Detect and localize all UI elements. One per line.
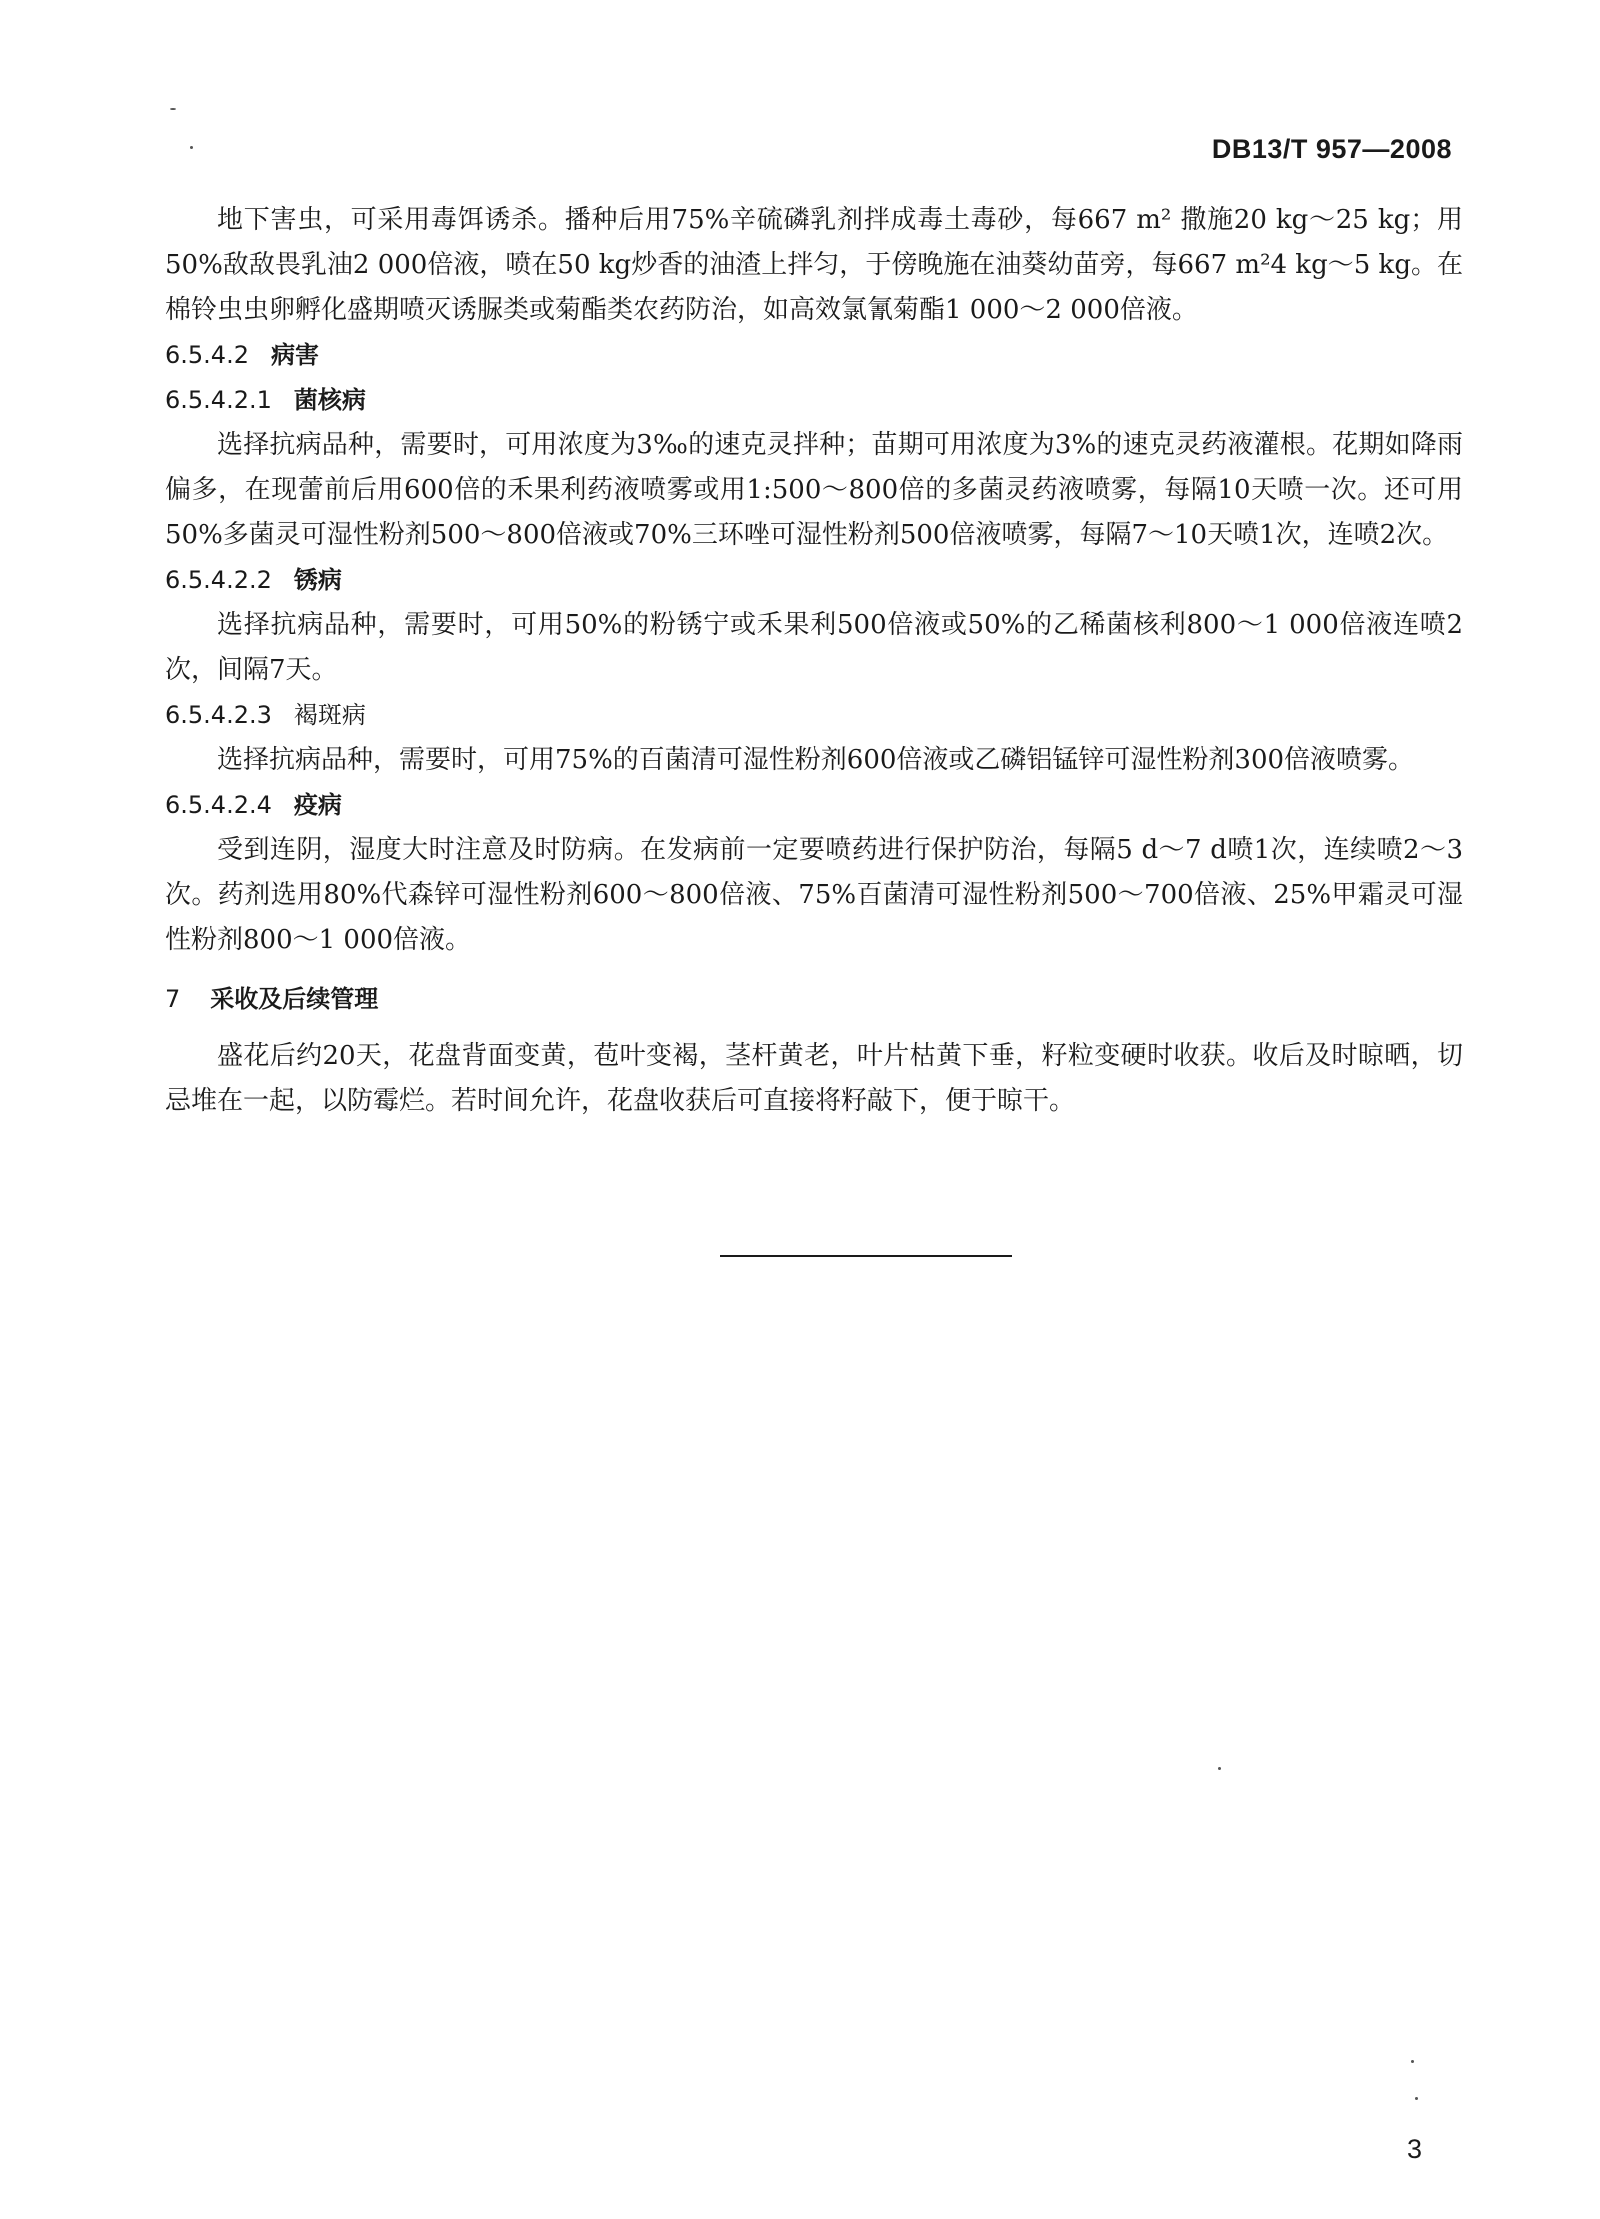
heading-number: 6.5.4.2.2 xyxy=(165,566,272,594)
heading-title: 菌核病 xyxy=(293,386,366,414)
standard-code: DB13/T 957—2008 xyxy=(1211,134,1452,164)
paragraph-harvest: 盛花后约20天，花盘背面变黄，苞叶变褐，茎杆黄老，叶片枯黄下垂，籽粒变硬时收获。收后及时晾晒，切忌堆在一起，以防霉烂。若时间允许，花盘收获后可直接将籽敲下，便于晾干。 xyxy=(165,1041,1463,1116)
heading-7 xyxy=(165,977,1463,1022)
heading-title: 病害 xyxy=(270,341,319,369)
scan-speck xyxy=(170,108,176,110)
end-rule xyxy=(720,1255,1012,1257)
paragraph-sclerotinia: 选择抗病品种，需要时，可用浓度为3‰的速克灵拌种；苗期可用浓度为3%的速克灵药液灌根。花期如降雨偏多，在现蕾前后用600倍的禾果利药液喷雾或用1:500～800倍的多菌灵药液喷雾，每隔10天喷一次。还可用50%多菌灵可湿性粉剂500～800倍液或70%三环唑可湿性粉剂500倍液喷雾，每隔7～10天喷1次，连喷2次。 xyxy=(165,430,1463,550)
paragraph-underground-pests: 地下害虫，可采用毒饵诱杀。播种后用75%辛硫磷乳剂拌成毒土毒砂，每667 m² 撒施20 kg～25 kg；用50%敌敌畏乳油2 000倍液，喷在50 kg炒香的油渣上拌匀，于傍晚施在油葵幼苗旁，每667 m²4 kg～5 kg。在棉铃虫虫卵孵化盛期喷灭诱脲类或菊酯类农药防治，如高效氯氰菊酯1 000～2 000倍液。 xyxy=(165,205,1463,325)
heading-title: 疫病 xyxy=(293,791,342,819)
heading-title: 采收及后续管理 xyxy=(210,985,379,1013)
heading-title: 锈病 xyxy=(293,566,342,594)
heading-title: 褐斑病 xyxy=(293,701,366,729)
scan-speck xyxy=(1218,1767,1221,1770)
heading-number: 6.5.4.2.1 xyxy=(165,386,272,414)
heading-6-5-4-2-4 xyxy=(165,783,1463,828)
heading-number: 7 xyxy=(165,985,181,1013)
page-number: 3 xyxy=(1406,2134,1422,2164)
heading-number: 6.5.4.2 xyxy=(165,341,249,369)
heading-number: 6.5.4.2.3 xyxy=(165,701,272,729)
scan-speck xyxy=(190,146,193,149)
heading-6-5-4-2-1 xyxy=(165,378,1463,423)
paragraph-blight: 受到连阴，湿度大时注意及时防病。在发病前一定要喷药进行保护防治，每隔5 d～7 d喷1次，连续喷2～3次。药剂选用80%代森锌可湿性粉剂600～800倍液、75%百菌清可湿性粉剂500～700倍液、25%甲霜灵可湿性粉剂800～1 000倍液。 xyxy=(165,835,1463,955)
paragraph-brown-spot: 选择抗病品种，需要时，可用75%的百菌清可湿性粉剂600倍液或乙磷铝锰锌可湿性粉剂300倍液喷雾。 xyxy=(217,745,1415,775)
document-body xyxy=(165,198,1463,1124)
scan-speck xyxy=(1411,2060,1414,2063)
heading-6-5-4-2-2 xyxy=(165,558,1463,603)
heading-number: 6.5.4.2.4 xyxy=(165,791,272,819)
paragraph-rust: 选择抗病品种，需要时，可用50%的粉锈宁或禾果利500倍液或50%的乙稀菌核利800～1 000倍液连喷2次，间隔7天。 xyxy=(165,610,1463,685)
scan-speck xyxy=(1415,2097,1418,2100)
heading-6-5-4-2 xyxy=(165,333,1463,378)
heading-6-5-4-2-3 xyxy=(165,693,1463,738)
